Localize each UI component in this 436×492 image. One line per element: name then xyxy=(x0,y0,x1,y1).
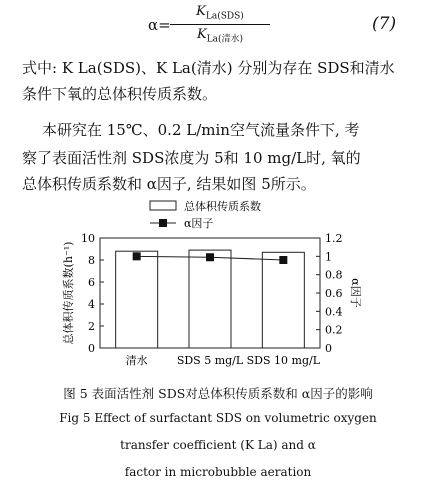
body-text-line-5: 总体积传质系数和 α因子, 结果如图 5所示。 xyxy=(22,175,316,193)
body-text-line-4: 察了表面活性剂 SDS浓度为 5和 10 mg/L时, 氧的 xyxy=(22,149,361,167)
equation-lhs: α= xyxy=(148,16,171,34)
figure-caption-en-1: Fig 5 Effect of surfactant SDS on volumetric oxygen xyxy=(59,411,377,425)
body-text-line-3: 本研究在 15℃、0.2 L/min空气流量条件下, 考 xyxy=(42,121,360,139)
equation-fraction xyxy=(170,4,270,44)
y-left-tick-label: 10 xyxy=(81,232,95,245)
body-text-line-1: 式中: K La(SDS)、K La(清水) 分别为存在 SDS和清水 xyxy=(22,59,395,77)
bar xyxy=(189,250,231,348)
y-left-tick-label: 4 xyxy=(88,298,95,311)
equation-7 xyxy=(0,0,436,60)
bar xyxy=(262,252,304,348)
x-tick-label: SDS 10 mg/L xyxy=(246,354,321,367)
legend-line-label: α因子 xyxy=(184,217,214,230)
figure-caption-en-2: transfer coefficient (K La) and α xyxy=(120,438,316,452)
alpha-point xyxy=(279,256,287,264)
y-right-tick-label: 0.2 xyxy=(325,323,343,337)
y-right-tick-label: 0.6 xyxy=(325,287,343,300)
y-right-tick-label: 1.2 xyxy=(325,232,343,245)
equation-numerator: $K_{La(SDS)}$ xyxy=(170,4,270,25)
figure-caption-zh: 图 5 表面活性剂 SDS对总体积传质系数和 α因子的影响 xyxy=(63,386,373,401)
bar xyxy=(116,251,158,348)
equation-number: (7) xyxy=(372,14,397,34)
legend-line-marker xyxy=(159,219,167,227)
body-text-line-2: 条件下氧的总体积传质系数。 xyxy=(22,85,218,103)
legend-bar-swatch xyxy=(150,201,176,210)
y-right-tick-label: 0.8 xyxy=(325,268,343,282)
y-right-axis-label: α因子 xyxy=(349,278,362,308)
y-left-tick-label: 2 xyxy=(88,320,95,333)
legend-bar-label: 总体积传质系数 xyxy=(184,200,261,213)
y-left-tick-label: 8 xyxy=(88,254,95,267)
figure-5-chart xyxy=(0,196,436,376)
y-right-tick-label: 0.4 xyxy=(325,305,343,319)
y-left-tick-label: 0 xyxy=(88,342,95,355)
y-left-tick-label: 6 xyxy=(88,276,95,289)
x-tick-label: 清水 xyxy=(125,354,148,367)
y-right-tick-label: 1 xyxy=(325,250,332,264)
alpha-point xyxy=(206,253,214,261)
alpha-point xyxy=(133,252,141,260)
equation-denominator: $K_{La(清水)}$ xyxy=(196,26,244,45)
y-right-tick-label: 0 xyxy=(325,342,332,355)
x-tick-label: SDS 5 mg/L xyxy=(176,354,244,367)
y-left-axis-label: 总体积传质系数(h⁻¹) xyxy=(62,241,75,345)
figure-caption-en-3: factor in microbubble aeration xyxy=(124,465,312,479)
